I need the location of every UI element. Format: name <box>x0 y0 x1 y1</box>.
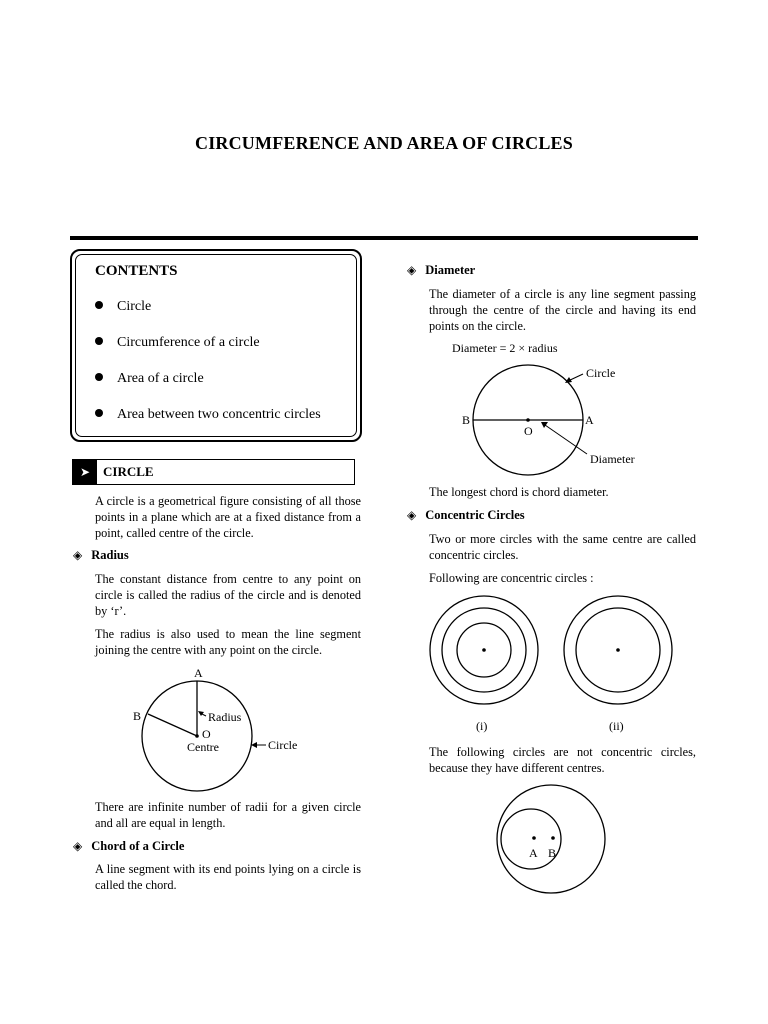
contents-heading: CONTENTS <box>95 263 178 279</box>
radius-para-1: The constant distance from centre to any point on circle is called the radius of the circle and is denoted by ‘r’. <box>95 572 361 618</box>
chord-heading: Chord of a Circle <box>91 839 185 853</box>
page-title: CIRCUMFERENCE AND AREA OF CIRCLES <box>195 133 573 153</box>
contents-item <box>95 371 204 387</box>
contents-item <box>95 335 260 351</box>
label-o: O <box>524 424 533 438</box>
label-circle: Circle <box>268 738 298 752</box>
contents-item-label: Area of a circle <box>117 371 204 386</box>
bullet-icon <box>95 301 103 309</box>
non-concentric-figure <box>490 780 615 900</box>
diamond-bullet-icon: ◈ <box>73 548 83 562</box>
concentric-para-1: Two or more circles with the same centre are called concentric circles. <box>429 532 696 562</box>
label-a: A <box>585 413 594 427</box>
diameter-para: The diameter of a circle is any line segment passing through the centre of the circle and having its end points on the circle. <box>429 287 696 333</box>
label-centre: Centre <box>187 740 219 754</box>
diameter-note: The longest chord is chord diameter. <box>429 485 609 499</box>
diameter-figure <box>455 358 655 483</box>
diamond-bullet-icon: ◈ <box>407 263 417 277</box>
diameter-heading: Diameter <box>425 263 476 277</box>
arrow-icon: ➤ <box>73 460 97 484</box>
contents-item-label: Circumference of a circle <box>117 335 260 350</box>
circle-definition: A circle is a geometrical figure consisting of all those points in a plane which are at a fixed distance from a point, called centre of the circle. <box>95 494 361 540</box>
radius-arrow-head <box>198 711 204 716</box>
bullet-icon <box>95 337 103 345</box>
figure-label-ii: (ii) <box>609 719 624 733</box>
diameter-formula: Diameter = 2 × radius <box>452 341 558 355</box>
diameter-heading-row <box>407 263 475 278</box>
label-circle: Circle <box>586 366 616 380</box>
label-o: O <box>202 727 211 741</box>
contents-item <box>95 299 151 315</box>
centre-point <box>482 648 486 652</box>
diamond-bullet-icon: ◈ <box>73 839 83 853</box>
bullet-icon <box>95 409 103 417</box>
label-a: A <box>529 846 538 860</box>
chord-para: A line segment with its end points lying on a circle is called the chord. <box>95 862 361 892</box>
concentric-heading: Concentric Circles <box>425 508 525 522</box>
label-b: B <box>133 709 142 723</box>
radius-heading-row <box>73 548 129 563</box>
point-b <box>551 836 555 840</box>
centre-point <box>195 734 199 738</box>
concentric-heading-row <box>407 508 525 523</box>
contents-item <box>95 407 321 423</box>
concentric-para-3: The following circles are not concentric circles, because they have different centres. <box>429 745 696 775</box>
point-a <box>532 836 536 840</box>
radius-heading: Radius <box>91 548 129 562</box>
radius-line-ob <box>148 714 197 736</box>
bullet-icon <box>95 373 103 381</box>
figure-label-i: (i) <box>476 719 488 733</box>
concentric-figure <box>420 590 700 715</box>
label-a: A <box>194 666 203 680</box>
section-header-circle <box>72 459 355 485</box>
diameter-arrow-head <box>541 422 548 428</box>
label-radius: Radius <box>208 710 242 724</box>
radius-para-3: There are infinite number of radii for a given circle and all are equal in length. <box>95 800 361 830</box>
label-b: B <box>462 413 471 427</box>
label-diameter: Diameter <box>590 452 635 466</box>
outer-circle <box>497 785 605 893</box>
chord-heading-row <box>73 839 184 854</box>
contents-item-label: Circle <box>117 299 152 314</box>
concentric-figure-ii <box>564 596 672 704</box>
diameter-arrow <box>545 425 587 454</box>
label-b: B <box>548 846 557 860</box>
centre-point <box>616 648 620 652</box>
concentric-para-2: Following are concentric circles : <box>429 571 594 585</box>
radius-para-2: The radius is also used to mean the line segment joining the centre with any point on the circle. <box>95 627 361 657</box>
diamond-bullet-icon: ◈ <box>407 508 417 522</box>
radius-figure <box>120 660 300 800</box>
contents-item-label: Area between two concentric circles <box>117 407 321 422</box>
concentric-figure-i <box>430 596 538 704</box>
section-header-label: CIRCLE <box>103 464 154 479</box>
title-rule <box>70 236 698 240</box>
centre-point <box>526 418 530 422</box>
